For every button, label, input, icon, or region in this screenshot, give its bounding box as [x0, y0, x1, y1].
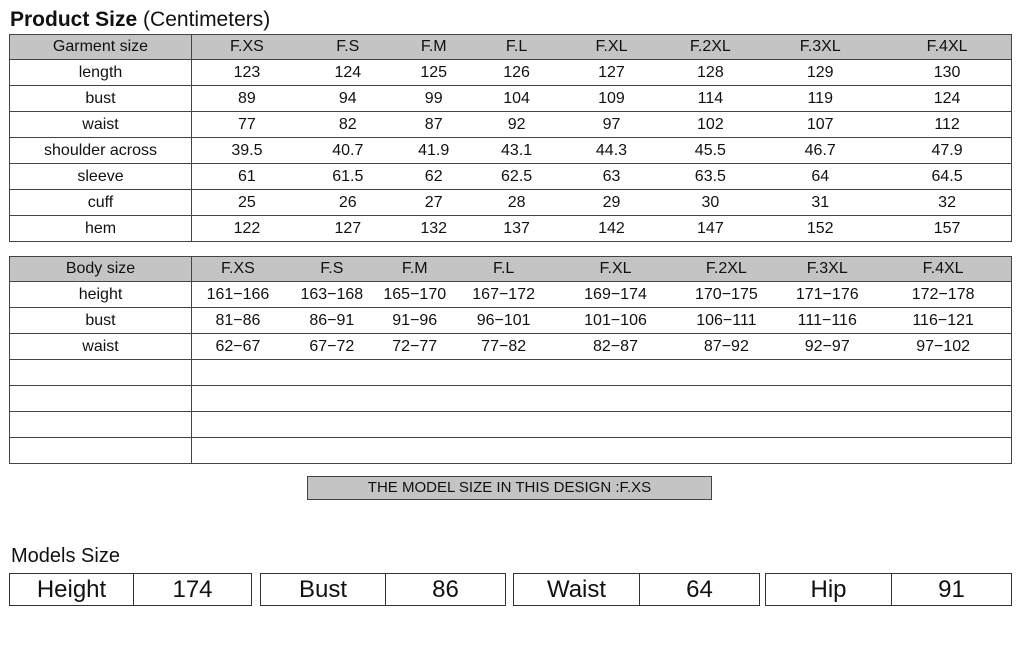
row-label: waist: [10, 334, 192, 360]
model-measure-key: Height: [10, 574, 134, 605]
size-value-cell: 62−67: [215, 337, 261, 355]
row-label: shoulder across: [10, 138, 192, 164]
size-value-cell: 62.5: [501, 167, 533, 185]
row-values: [192, 438, 1012, 464]
row-values: [192, 386, 1012, 412]
size-value-cell: 31: [811, 193, 830, 211]
row-values: [192, 138, 1012, 164]
size-value-cell: 128: [697, 63, 724, 81]
row-label: [10, 438, 192, 464]
size-value-cell: 109: [598, 89, 625, 107]
size-value-cell: 92: [507, 115, 526, 133]
garment-size-table: [9, 34, 1012, 242]
size-value-cell: 165−170: [383, 285, 447, 303]
row-values: [192, 60, 1012, 86]
title-main: Product Size: [10, 8, 138, 31]
size-value-cell: 97: [602, 115, 621, 133]
size-value-cell: 102: [697, 115, 724, 133]
size-value-cell: 86−91: [309, 311, 355, 329]
row-values: [192, 334, 1012, 360]
size-value-cell: 41.9: [418, 141, 450, 159]
row-label: length: [10, 60, 192, 86]
table-row: [10, 412, 1012, 438]
size-value-cell: 32: [938, 193, 956, 211]
model-measure-value: 174: [172, 575, 213, 603]
model-measure-key: Waist: [514, 574, 640, 605]
size-value-cell: 47.9: [931, 141, 963, 159]
size-value-cell: 172−178: [911, 285, 975, 303]
size-value-cell: 45.5: [694, 141, 726, 159]
size-value-cell: 132: [420, 219, 448, 237]
row-label: sleeve: [10, 164, 192, 190]
page-title: [10, 7, 270, 33]
body-header-row: [10, 257, 1012, 282]
table-row: [10, 190, 1012, 216]
size-value-cell: 171−176: [795, 285, 859, 303]
size-value-cell: 137: [503, 219, 530, 237]
row-values: [192, 190, 1012, 216]
size-value-cell: 104: [503, 89, 530, 107]
model-measure-key: Bust: [261, 574, 386, 605]
size-value-cell: 25: [238, 193, 256, 211]
model-size-note: THE MODEL SIZE IN THIS DESIGN :F.XS: [307, 476, 712, 500]
size-value-cell: 107: [806, 115, 834, 133]
row-label: hem: [10, 216, 192, 242]
size-value-cell: 28: [507, 193, 526, 211]
size-value-cell: 111−116: [797, 311, 857, 329]
size-value-cell: 46.7: [804, 141, 836, 159]
size-value-cell: 87−92: [703, 337, 749, 355]
size-value-cell: 94: [338, 89, 357, 107]
garment-header-row: [10, 35, 1012, 60]
size-value-cell: 122: [233, 219, 261, 237]
size-header-cell: F.L: [492, 260, 515, 277]
row-values: [192, 35, 1012, 60]
table-row: [10, 334, 1012, 360]
size-value-cell: 116−121: [912, 311, 974, 329]
size-header-cell: F.S: [336, 38, 360, 55]
size-value-cell: 40.7: [332, 141, 364, 159]
size-value-cell: 163−168: [300, 285, 364, 303]
table-row: [10, 164, 1012, 190]
size-value-cell: 97−102: [916, 337, 971, 355]
size-value-cell: 92−97: [804, 337, 850, 355]
size-value-cell: 106−111: [696, 311, 757, 329]
row-label: [10, 386, 192, 412]
size-value-cell: 81−86: [215, 311, 261, 329]
size-header-cell: F.4XL: [926, 38, 968, 55]
size-value-cell: 29: [602, 193, 621, 211]
row-label: height: [10, 282, 192, 308]
size-value-cell: 99: [424, 89, 443, 107]
size-value-cell: 96−101: [476, 311, 531, 329]
row-values: [192, 412, 1012, 438]
model-measure-value: 86: [432, 575, 459, 603]
size-value-cell: 82: [338, 115, 357, 133]
size-value-cell: 123: [233, 63, 261, 81]
row-values: [192, 216, 1012, 242]
size-header-cell: F.L: [505, 38, 528, 55]
size-value-cell: 127: [334, 219, 362, 237]
size-value-cell: 77−82: [481, 337, 527, 355]
size-value-cell: 72−77: [392, 337, 438, 355]
row-values: [192, 360, 1012, 386]
size-value-cell: 67−72: [309, 337, 355, 355]
size-value-cell: 82−87: [593, 337, 638, 355]
size-value-cell: 167−172: [472, 285, 535, 303]
body-header-label: Body size: [10, 257, 192, 282]
size-value-cell: 142: [598, 219, 625, 237]
size-value-cell: 147: [697, 219, 724, 237]
size-value-cell: 30: [701, 193, 720, 211]
size-value-cell: 169−174: [584, 285, 647, 303]
model-measure-value: 64: [686, 575, 713, 603]
size-value-cell: 114: [697, 89, 724, 107]
model-measure-bust: [260, 573, 506, 606]
size-header-cell: F.2XL: [689, 38, 731, 55]
size-value-cell: 61: [238, 167, 256, 185]
row-values: [192, 164, 1012, 190]
table-row: [10, 308, 1012, 334]
size-value-cell: 161−166: [206, 285, 270, 303]
table-row: [10, 138, 1012, 164]
table-row: [10, 86, 1012, 112]
size-header-cell: F.XL: [595, 38, 628, 55]
model-measure-key: Hip: [766, 574, 892, 605]
size-value-cell: 63: [602, 167, 621, 185]
table-row: [10, 282, 1012, 308]
model-measure-value: 91: [938, 575, 965, 603]
row-label: bust: [10, 308, 192, 334]
size-value-cell: 89: [238, 89, 256, 107]
size-value-cell: 27: [424, 193, 443, 211]
size-header-cell: F.XS: [221, 260, 255, 277]
models-size-label: Models Size: [11, 545, 120, 567]
size-value-cell: 125: [420, 63, 448, 81]
size-header-cell: F.3XL: [806, 260, 848, 277]
size-value-cell: 130: [933, 63, 961, 81]
size-value-cell: 62: [424, 167, 443, 185]
size-value-cell: 119: [807, 89, 833, 107]
size-header-cell: F.M: [401, 260, 428, 277]
size-value-cell: 77: [238, 115, 256, 133]
table-row: [10, 60, 1012, 86]
row-values: [192, 86, 1012, 112]
row-label: waist: [10, 112, 192, 138]
row-label: [10, 412, 192, 438]
size-header-cell: F.4XL: [922, 260, 964, 277]
table-row: [10, 386, 1012, 412]
size-value-cell: 26: [338, 193, 357, 211]
row-values: [192, 257, 1012, 282]
row-values: [192, 308, 1012, 334]
body-size-table: [9, 256, 1012, 464]
size-header-cell: F.XS: [230, 38, 264, 55]
table-row: [10, 112, 1012, 138]
size-value-cell: 127: [598, 63, 625, 81]
row-label: cuff: [10, 190, 192, 216]
size-value-cell: 87: [424, 115, 443, 133]
size-header-cell: F.3XL: [799, 38, 841, 55]
size-value-cell: 43.1: [501, 141, 533, 159]
size-value-cell: 64.5: [931, 167, 963, 185]
title-unit: (Centimeters): [143, 8, 271, 31]
row-values: [192, 112, 1012, 138]
size-value-cell: 61.5: [332, 167, 364, 185]
size-value-cell: 101−106: [584, 311, 647, 329]
size-value-cell: 112: [934, 115, 960, 133]
size-value-cell: 124: [334, 63, 362, 81]
model-measure-height: [9, 573, 252, 606]
size-value-cell: 39.5: [231, 141, 263, 159]
table-row: [10, 438, 1012, 464]
size-value-cell: 152: [806, 219, 834, 237]
row-label: bust: [10, 86, 192, 112]
size-value-cell: 124: [933, 89, 961, 107]
size-header-cell: F.XL: [599, 260, 632, 277]
size-value-cell: 64: [811, 167, 830, 185]
size-value-cell: 91−96: [392, 311, 438, 329]
model-measure-waist: [513, 573, 760, 606]
row-values: [192, 282, 1012, 308]
size-value-cell: 126: [503, 63, 530, 81]
table-row: [10, 360, 1012, 386]
model-measure-hip: [765, 573, 1012, 606]
size-value-cell: 157: [933, 219, 961, 237]
size-value-cell: 129: [806, 63, 834, 81]
size-header-cell: F.M: [420, 38, 447, 55]
size-value-cell: 44.3: [595, 141, 628, 159]
size-header-cell: F.S: [320, 260, 344, 277]
table-row: [10, 216, 1012, 242]
size-value-cell: 170−175: [695, 285, 758, 303]
size-header-cell: F.2XL: [705, 260, 747, 277]
size-value-cell: 63.5: [694, 167, 726, 185]
garment-header-label: Garment size: [10, 35, 192, 60]
row-label: [10, 360, 192, 386]
